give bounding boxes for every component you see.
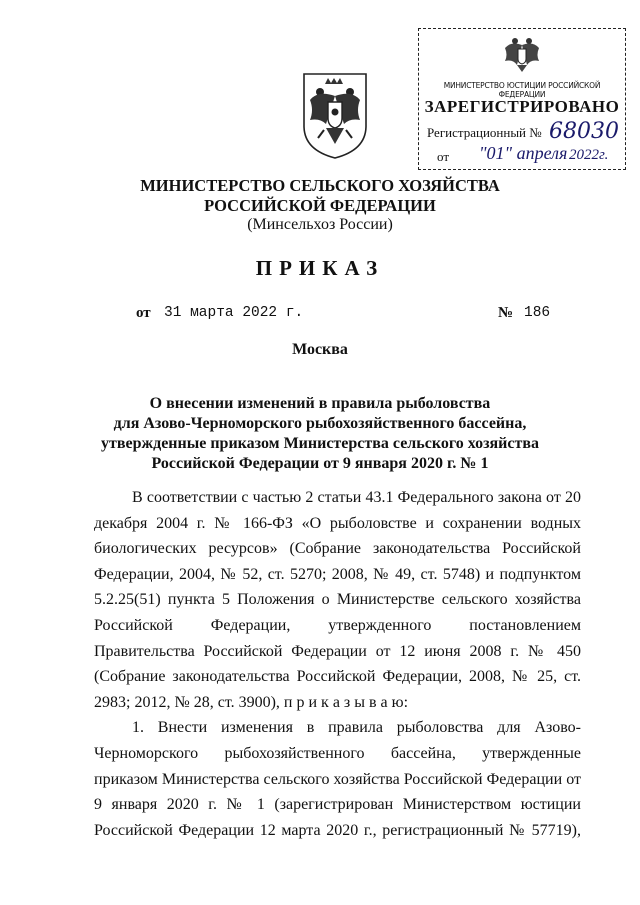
coat-of-arms-emblem xyxy=(296,66,374,162)
number-label: № xyxy=(498,305,514,321)
stamp-year: 2022г. xyxy=(569,147,609,163)
document-type: ПРИКАЗ xyxy=(255,256,385,280)
date-label: от xyxy=(136,305,151,321)
body-paragraph-2: 1. Внести изменения в правила рыболовства для Азово-Черноморского рыбохозяйственного бассейна, утвержденные приказом Министерства сельского хозяйства Российской Федерации от 9 января 2020 г. № 1 (зарегистрирован Министерством юстиции Российской Федерации 12 марта 2020 г., регистрационный № 57719), xyxy=(94,719,581,839)
body-paragraph-1: В соответствии с частью 2 статьи 43.1 Федерального закона от 20 декабря 2004 г. № 166-ФЗ «О рыболовстве и сохранении водных биологических ресурсов» (Собрание законодательства Российской Федерации, 2004, № 52, ст. 5270; 2008, № 49, ст. 5748) и подпунктом 5.2.25(51) пункта 5 Положения о Министерстве сельского хозяйства Российской Федерации, утвержденного постановлением Правительства Российской Федерации от 12 июня 2008 г. № 450 (Собрание законодательства Российской Федерации, 2008, № 25, ст. 2983; 2012, № 28, ст. 3900), п р и к а з ы в а ю: xyxy=(94,489,581,711)
ministry-short-name: (Минсельхоз России) xyxy=(247,216,393,233)
stamp-registered: ЗАРЕГИСТРИРОВАНО xyxy=(424,97,620,116)
city: Москва xyxy=(292,341,348,358)
document-body xyxy=(94,485,581,843)
stamp-reg-number: 68030 xyxy=(549,119,619,144)
title-line: Российской Федерации от 9 января 2020 г. № 1 xyxy=(151,455,489,472)
title-line: для Азово-Черноморского рыбохозяйственного бассейна, xyxy=(113,415,527,432)
registration-stamp xyxy=(418,28,626,170)
order-date: 31 марта 2022 г. xyxy=(164,305,304,321)
stamp-ministry: МИНИСТЕРСТВО ЮСТИЦИИ РОССИЙСКОЙ ФЕДЕРАЦИИ xyxy=(443,81,601,99)
stamp-date: "01" апреля xyxy=(479,143,568,163)
stamp-date-prefix: от xyxy=(437,149,450,164)
stamp-reg-label: Регистрационный № xyxy=(427,125,542,140)
ministry-name-line1: МИНИСТЕРСТВО СЕЛЬСКОГО ХОЗЯЙСТВА xyxy=(140,176,500,195)
title-line: О внесении изменений в правила рыболовства xyxy=(149,395,491,412)
order-number: 186 xyxy=(524,305,551,321)
document-title xyxy=(0,394,640,474)
title-line: утвержденные приказом Министерства сельского хозяйства xyxy=(101,435,539,452)
ministry-name-line2: РОССИЙСКОЙ ФЕДЕРАЦИИ xyxy=(204,196,436,215)
stamp-coat-of-arms-emblem xyxy=(499,35,545,73)
